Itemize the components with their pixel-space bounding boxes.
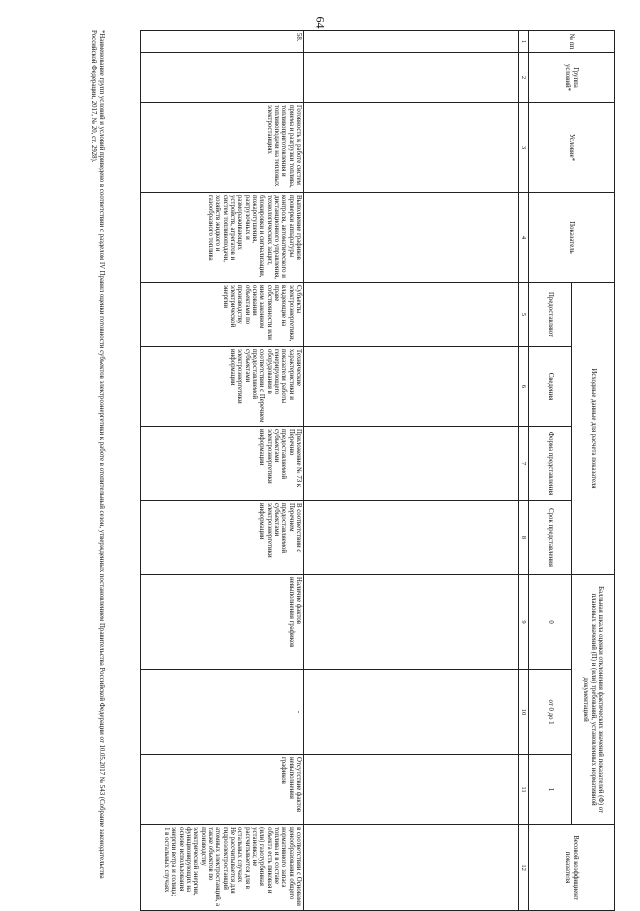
col-number: 7 xyxy=(519,427,529,501)
row-provides: Субъекты электроэнергетики, владеющие на праве собственности или ином законном основании объектами по производству электрической энергии xyxy=(141,283,304,347)
header-score-0: 0 xyxy=(529,575,572,670)
header-info: Сведения xyxy=(529,347,572,427)
empty-cell xyxy=(304,103,519,193)
col-number: 6 xyxy=(519,347,529,427)
empty-cell xyxy=(304,755,519,825)
rotated-table-page xyxy=(89,30,615,910)
row-deadline: В соответствии с Перечнем предоставляемой субъектами электроэнергетики информации xyxy=(141,501,304,575)
col-number: 10 xyxy=(519,670,529,755)
col-number: 3 xyxy=(519,103,529,193)
footnote: *Наименование групп условий и условий приведено в соответствии с разделом IV Правил оценки готовности субъектов электроэнергетики к работе в отопительный сезон, утвержденных постановлением Правительства Российской Федерации от 10.05.2017 № 543 (Собрание законодательства Российской Федерации, 2017, № 20, ст. 2928). xyxy=(89,30,105,879)
header-source-data: Исходные данные для расчета показателя xyxy=(572,283,615,575)
row-group xyxy=(141,53,304,103)
header-condition: Условие* xyxy=(529,103,615,193)
empty-cell xyxy=(304,53,519,103)
row-score-0: Наличие фактов невыполнения графиков xyxy=(141,575,304,670)
empty-cell xyxy=(304,501,519,575)
header-indicator: Показатель xyxy=(529,193,615,283)
row-condition: Готовность к работе систем приема и разгрузки топлива, топливоприготовления и топливоподачи на тепловых электростанциях xyxy=(141,103,304,193)
empty-cell xyxy=(304,193,519,283)
header-num: № пп xyxy=(529,31,615,53)
header-score-0-1: от 0 до 1 xyxy=(529,670,572,755)
header-provides: Предоставляют xyxy=(529,283,572,347)
empty-cell xyxy=(304,575,519,670)
row-form: Приложение № 73 к Перечню предоставляемой субъектами электроэнергетики информации xyxy=(141,427,304,501)
table-row xyxy=(141,31,304,911)
row-score-0-1: - xyxy=(141,670,304,755)
indicator-table xyxy=(140,30,615,911)
empty-cell xyxy=(304,31,519,53)
col-number: 12 xyxy=(519,825,529,911)
empty-cell xyxy=(304,825,519,911)
col-number: 9 xyxy=(519,575,529,670)
col-number: 8 xyxy=(519,501,529,575)
empty-cell xyxy=(304,283,519,347)
empty-cell xyxy=(304,670,519,755)
empty-cell xyxy=(304,347,519,427)
col-number: 11 xyxy=(519,755,529,825)
col-number: 5 xyxy=(519,283,529,347)
col-number: 2 xyxy=(519,53,529,103)
header-deadline: Срок представления xyxy=(529,501,572,575)
header-group: Группа условий* xyxy=(529,53,615,103)
row-score-1: Отсутствие фактов невыполнения графиков xyxy=(141,755,304,825)
page-number: 64 xyxy=(313,16,328,29)
header-weight: Весовой коэффициент показателя xyxy=(529,825,615,911)
row-info: Технические характеристики и показатели работы генерирующего оборудования в соответствии с Перечнем предоставляемой субъектами электроэнергетики информации xyxy=(141,347,304,427)
header-form: Форма представления xyxy=(529,427,572,501)
header-score-scale: Балльная шкала оценки отклонения фактических значений показателей (Ф) от плановых значений (П) и (или) требований, установленных нормативной документацией xyxy=(572,575,615,825)
row-indicator: Выполнение графиков проверки аппаратуры контроля, автоматического и дистанционного управления, технологических защит, блокировки и сигнализации, пожаротушения, разгрузочных и размораживающих устройств, агрегатов и систем топливоподачи, хозяйств жидкого и газообразного топлива xyxy=(141,193,304,283)
header-score-1: 1 xyxy=(529,755,572,825)
col-number: 4 xyxy=(519,193,529,283)
table-row xyxy=(304,31,519,911)
empty-cell xyxy=(304,427,519,501)
col-number: 1 xyxy=(519,31,529,53)
row-weight: в соответствии с Основами ценообразования общего нормативного запаса топлива и в составе объекта есть пиковая и (или) газотурбинная установка; не рассчитывается для в остальных случаях Не рассчитывается для гидроэлектростанций атомных электростанций, а также объектов по производству электрической энергии, функционирующих на основе использования энергии ветра и солнца; 1 в остальных случаях xyxy=(141,825,304,911)
row-number: 58. xyxy=(141,31,304,53)
